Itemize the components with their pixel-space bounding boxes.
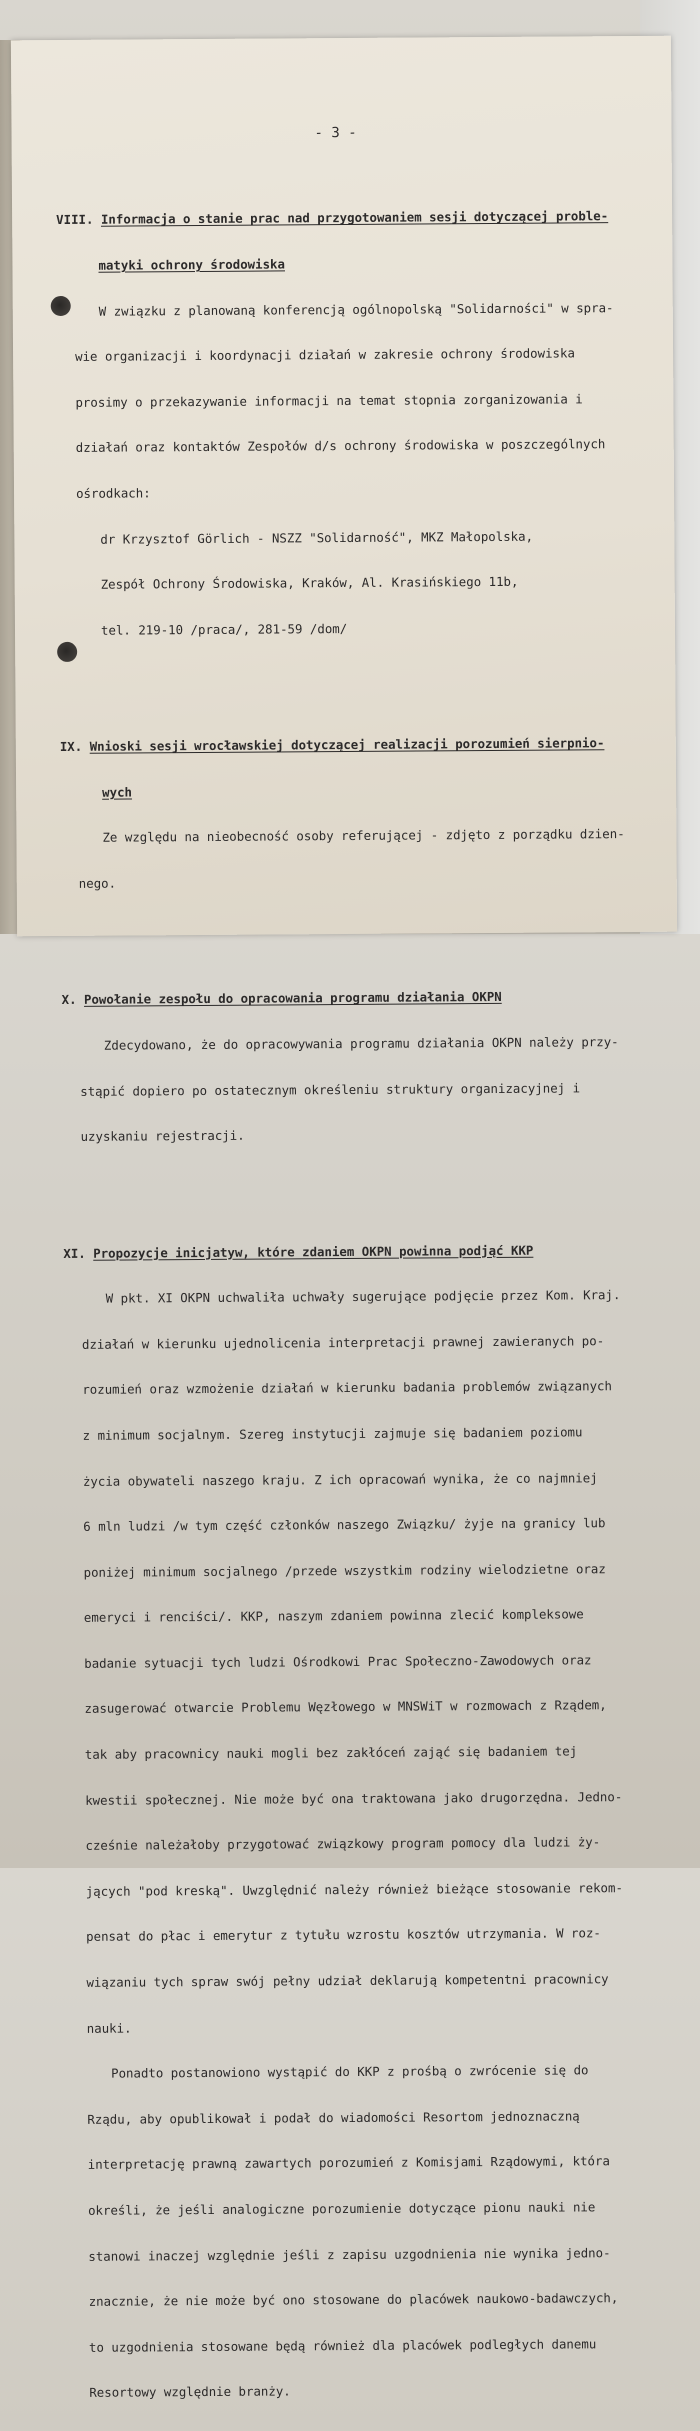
body-line: to uzgodnienia stosowane będą również dla placówek podległych danemu <box>88 2336 597 2355</box>
body-line: W pkt. XI OKPN uchwaliła uchwały sugerujące podjęcie przez Kom. Kraj. <box>105 1287 621 1306</box>
body-line: życia obywateli naszego kraju. Z ich opracowań wynika, że co najmniej <box>82 1469 598 1489</box>
body-line: jących "pod kreską". Uwzględnić należy również bieżące stosowanie rekom- <box>85 1879 623 1899</box>
body-line: pensat do płac i emerytur z tytułu wzrostu kosztów utrzymania. W roz- <box>86 1925 601 1945</box>
body-line: Ze względu na nieobecność osoby referującej - zdjęto z porządku dzien- <box>102 826 625 846</box>
body-line: wie organizacji i koordynacji działań w zakresie ochrony środowiska <box>75 345 575 365</box>
body-line: badanie sytuacji tych ludzi Ośrodkowi Prac Społeczno-Zawodowych oraz <box>84 1652 592 1671</box>
body-line: nego. <box>78 875 117 891</box>
section-title-cont: wych <box>102 784 133 800</box>
body-line: Zdecydowano, że do opracowywania programu działania OKPN należy przy- <box>103 1034 619 1053</box>
body-line: rozumień oraz wzmożenie działań w kierunku badania problemów związanych <box>82 1378 612 1398</box>
section-11-heading <box>63 1242 623 1261</box>
body-line: 6 mln ludzi /w tym część członków naszego Związku/ żyje na granicy lub <box>83 1515 606 1534</box>
section-number: X. <box>61 992 77 1008</box>
body-line: emeryci i renciści/. KKP, naszym zdaniem powinna zlecić kompleksowe <box>83 1606 584 1626</box>
contact-line: Zespół Ochrony Środowiska, Kraków, Al. Krasińskiego 11b, <box>100 573 519 592</box>
body-line: tak aby pracownicy nauki mogli bez zakłóceń zająć się badaniem tej <box>84 1743 578 1762</box>
section-title-cont: matyki ochrony środowiska <box>98 256 286 273</box>
body-line: interpretację prawną zawartych porozumień z Komisjami Rządowymi, która <box>87 2153 610 2173</box>
body-line: W związku z planowaną konferencją ogólnopolską "Solidarności" w spra- <box>98 299 614 319</box>
body-line: cześnie należałoby przygotować związkowy program pomocy dla ludzi ży- <box>85 1834 601 1854</box>
section-10-heading <box>62 988 622 1007</box>
body-line: ośrodkach: <box>75 485 151 501</box>
body-line: kwestii społecznej. Nie może być ona traktowana jako drugorzędna. Jedno- <box>85 1788 623 1808</box>
page-text <box>55 94 631 2431</box>
section-8-heading <box>56 209 616 228</box>
body-line: stąpić dopiero po ostatecznym określeniu struktury organizacyjnej i <box>80 1079 581 1099</box>
body-line: znacznie, że nie może być ono stosowane do placówek naukowo-badawczych, <box>88 2290 619 2310</box>
body-line: nauki. <box>86 2020 132 2036</box>
body-line: Resortowy względnie branży. <box>89 2383 291 2401</box>
section-title: Informacja o stanie prac nad przygotowaniem sesji dotyczącej proble- <box>100 208 609 228</box>
body-line: z minimum socjalnym. Szereg instytucji zajmuje się badaniem poziomu <box>82 1424 583 1443</box>
contact-line: tel. 219-10 /praca/, 281-59 /dom/ <box>100 620 348 638</box>
body-line: zasugerować otwarcie Problemu Węzłowego w MNSWiT w rozmowach z Rządem, <box>84 1697 607 1717</box>
body-line: wiązaniu tych spraw swój pełny udział deklarują kompetentni pracownicy <box>86 1971 609 1990</box>
section-title: Powołanie zespołu do opracowania programu działania OKPN <box>83 989 502 1008</box>
contact-line: dr Krzysztof Görlich - NSZZ "Solidarność", MKZ Małopolska, <box>100 528 534 547</box>
section-number: XI. <box>63 1245 86 1261</box>
section-title: Wnioski sesji wrocławskiej dotyczącej realizacji porozumień sierpnio- <box>89 735 605 754</box>
body-line: poniżej minimum socjalnego /przede wszystkim rodziny wielodzietne oraz <box>83 1560 606 1580</box>
body-line: Rządu, aby opublikował i podał do wiadomości Resortom jednoznaczną <box>87 2108 580 2127</box>
section-title: Propozycje inicjatyw, które zdaniem OKPN powinna podjąć KKP <box>93 1242 534 1261</box>
body-line: uzyskaniu rejestracji. <box>80 1127 245 1144</box>
section-number: VIII. <box>56 212 94 228</box>
section-9-heading <box>60 735 620 754</box>
body-line: prosimy o przekazywanie informacji na temat stopnia zorganizowania i <box>75 391 583 410</box>
document-page <box>11 36 677 2401</box>
section-number: IX. <box>59 739 83 755</box>
body-line: stanowi inaczej względnie jeśli z zapisu uzgodnienia nie wynika jedno- <box>88 2244 611 2264</box>
body-line: określi, że jeśli analogiczne porozumienie dotyczące pionu nauki nie <box>87 2199 596 2218</box>
body-line: działań w kierunku ujednolicenia interpretacji prawnej zawieranych po- <box>81 1332 605 1352</box>
body-line: działań oraz kontaktów Zespołów d/s ochrony środowiska w poszczególnych <box>75 436 606 456</box>
body-line: Ponadto postanowiono wystąpić do KKP z prośbą o zwrócenie się do <box>111 2062 589 2081</box>
page-number: - 3 - <box>314 125 357 142</box>
